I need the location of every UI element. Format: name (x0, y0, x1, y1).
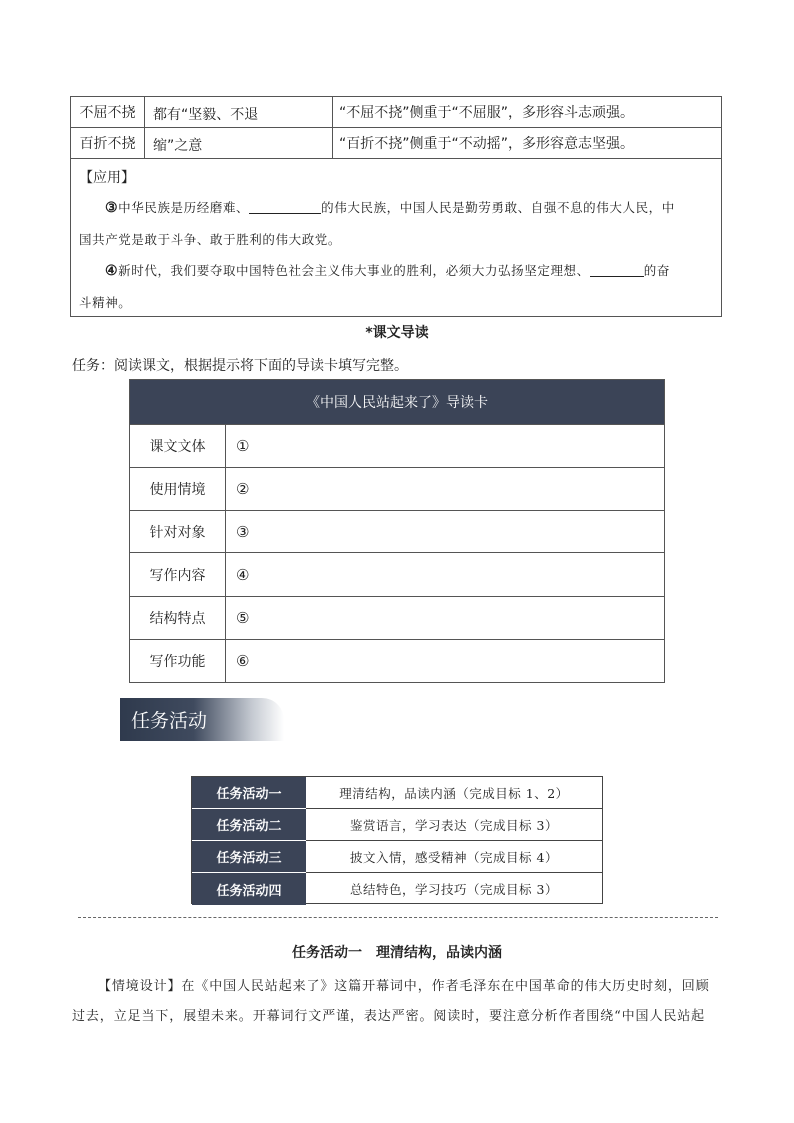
apply-text: 斗精神。 (79, 295, 132, 310)
scenario-text: 【情境设计】在《中国人民站起来了》这篇开幕词中，作者毛泽东在中国革命的伟大历史时刻，回顾 (98, 979, 710, 994)
guide-answer[interactable]: ⑤ (236, 609, 250, 627)
guide-answer[interactable]: ④ (236, 565, 250, 584)
guide-answer[interactable]: ① (236, 437, 250, 455)
divider (78, 917, 718, 918)
apply-title: 【应用】 (79, 170, 135, 186)
shared-line-1: 都有“坚毅、不退 (153, 107, 259, 123)
apply-text: 新时代，我们要夺取中国特色社会主义伟大事业的胜利，必须大力弘扬坚定理想、 (118, 263, 590, 278)
guide-answer[interactable]: ③ (236, 522, 250, 541)
activity-row (192, 777, 602, 809)
guide-label: 写作内容 (130, 553, 226, 596)
idiom-table (70, 96, 722, 317)
activity-desc: 披文入情，感受精神（完成目标 4） (306, 841, 602, 873)
guide-row (130, 596, 664, 639)
idiom-cell: 不屈不挠 (71, 97, 145, 127)
apply-text: 的伟大民族，中国人民是勤劳勇敢、自强不息的伟大人民，中 (321, 200, 675, 215)
scenario-line-1 (72, 975, 724, 994)
activity-table (191, 776, 603, 904)
activity-name: 任务活动四 (192, 873, 306, 905)
activity-desc: 总结特色，学习技巧（完成目标 3） (350, 882, 558, 897)
activity-row (192, 809, 602, 841)
guide-label: 结构特点 (130, 597, 226, 639)
apply-item-4 (79, 255, 711, 319)
apply-text: 中华民族是历经磨难、 (118, 200, 250, 215)
guide-answer[interactable]: ⑥ (236, 652, 250, 670)
guide-row (130, 552, 664, 596)
task-activity-banner: 任务活动 (120, 698, 284, 741)
apply-item-3 (79, 192, 711, 256)
guide-card-title: 《中国人民站起来了》导读卡 (130, 380, 664, 424)
task-instruction: 任务：阅读课文，根据提示将下面的导读卡填写完整。 (72, 358, 408, 374)
fill-blank[interactable] (590, 262, 644, 277)
scenario-line-2: 过去，立足当下，展望未来。开幕词行文严谨，表达严密。阅读时，要注意分析作者围绕“中国人民站起 (72, 1009, 706, 1024)
guide-row (130, 424, 664, 467)
activity-row (192, 841, 602, 873)
idiom-meaning: “百折不挠”侧重于“不动摇”，多形容意志坚强。 (339, 136, 635, 152)
circled-number: ③ (105, 200, 119, 216)
fill-blank[interactable] (249, 199, 321, 214)
activity-name: 任务活动三 (192, 841, 306, 873)
guide-row (130, 510, 664, 552)
idiom-meaning: “不屈不挠”侧重于“不屈服”，多形容斗志顽强。 (339, 105, 635, 121)
activity-name: 任务活动二 (192, 809, 306, 841)
guide-row (130, 639, 664, 682)
guide-label: 使用情境 (130, 468, 226, 510)
section-title: *课文导读 (365, 325, 429, 341)
guide-card (129, 379, 665, 683)
apply-text: 国共产党是敢于斗争、敢于胜利的伟大政党。 (79, 232, 342, 247)
apply-text: 的奋 (643, 263, 670, 278)
circled-number: ④ (105, 263, 119, 279)
guide-label: 写作功能 (130, 640, 226, 682)
activity-desc: 鉴赏语言，学习表达（完成目标 3） (306, 809, 602, 841)
guide-label: 课文文体 (130, 425, 226, 467)
guide-label: 针对对象 (130, 511, 226, 552)
activity-name: 任务活动一 (192, 777, 306, 809)
guide-answer[interactable]: ② (236, 480, 250, 498)
activity-row (192, 873, 602, 905)
idiom-cell: 百折不挠 (71, 128, 145, 158)
idiom-shared-meaning (145, 97, 333, 159)
guide-row (130, 467, 664, 510)
activity-desc: 理清结构，品读内涵（完成目标 1、2） (306, 777, 602, 809)
activity-1-title: 任务活动一 理清结构，品读内涵 (292, 945, 502, 961)
shared-line-2: 缩”之意 (153, 138, 203, 154)
